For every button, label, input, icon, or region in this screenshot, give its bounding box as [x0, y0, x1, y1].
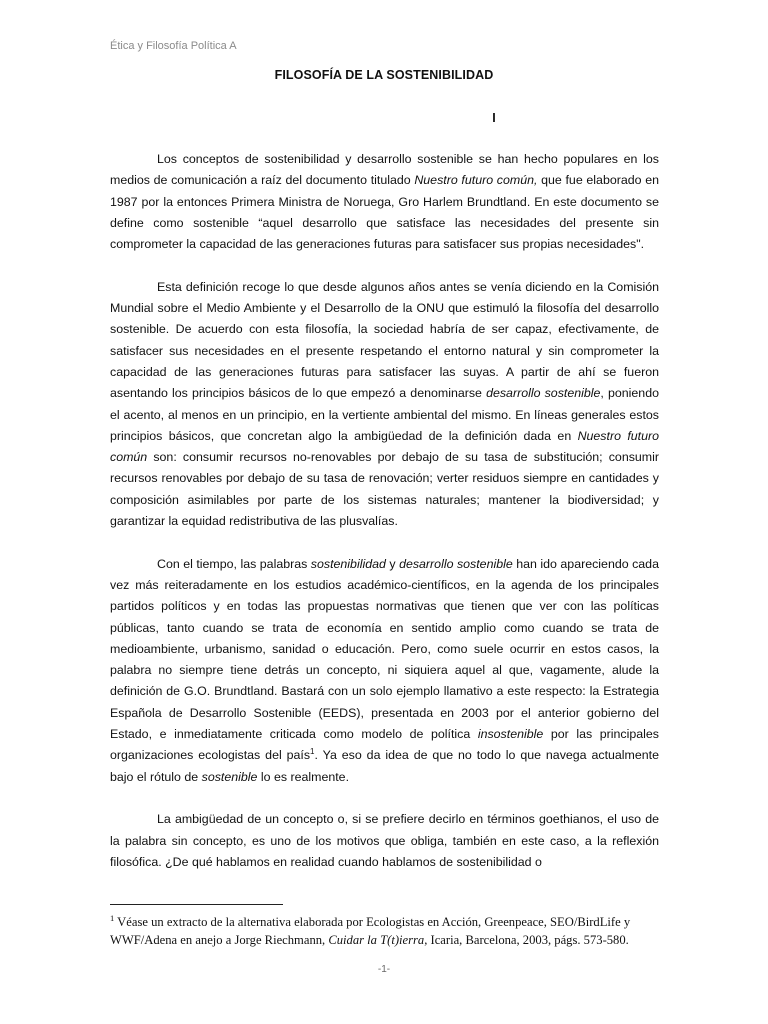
paragraph-text: son: consumir recursos no-renovables por debajo de su tasa de substitución; consumir recursos renovables por debajo de su tasa de renovación; verter residuos siempre en cantidades y composición asimilables por parte de los sistemas naturales; mantener la biodiversidad; y garantizar la equidad redistributiva de las plusvalías. — [110, 450, 659, 529]
paragraph-3 — [110, 554, 659, 788]
paragraph-text: Con el tiempo, las palabras — [157, 556, 311, 571]
paragraph-2 — [110, 277, 659, 533]
paragraph-text: han ido apareciendo cada vez más reiteradamente en los estudios académico-científicos, en la agenda de los principales partidos políticos y en todas las propuestas normativas que tienen que ver con las políticas públicas, tanto cuando se trata de economía en sentido amplio como cuando se trata de medioambiente, urbanismo, sanidad o educación. Pero, como suele ocurrir en estos casos, la palabra no siempre tiene detrás un concepto, ni siquiera aquel al que, vagamente, alude la definición de G.O. Brundtland. Bastará con un solo ejemplo llamativo a este respecto: la Estrategia Española de Desarrollo Sostenible (EEDS), presentada en 2003 por el anterior gobierno del Estado, e inmediatamente criticada como modelo de política — [110, 556, 659, 742]
paragraph-4 — [110, 809, 659, 873]
paragraph-text: lo es realmente. — [257, 769, 350, 784]
italic-text: Nuestro futuro común — [110, 428, 660, 465]
paragraph-text: , poniendo el acento, al menos en un principio, en la vertiente ambiental del mismo. En líneas generales estos principios básicos, que concretan algo la ambigüedad de la definición dada en — [110, 386, 659, 443]
footnote-reference[interactable]: 1 — [310, 747, 315, 757]
footnote-text: Véase un extracto de la alternativa elaborada por Ecologistas en Acción, Greenpeace, SEO/BirdLife y WWF/Adena en anejo a Jorge Riechmann, — [110, 915, 631, 948]
paragraph-text: La ambigüedad de un concepto o, si se prefiere decirlo en términos goethianos, el uso de la palabra sin concepto, es uno de los motivos que obliga, también en este caso, a la reflexión filosófica. ¿De qué hablamos en realidad cuando hablamos de sostenibilidad o — [110, 812, 659, 869]
paragraph-text: Esta definición recoge lo que desde algunos años antes se venía diciendo en la Comisión Mundial sobre el Medio Ambiente y el Desarrollo de la ONU que estimuló la filosofía del desarrollo sostenible. De acuerdo con esta filosofía, la sociedad habría de ser capaz, efectivamente, de satisfacer sus necesidades en el presente respetando el entorno natural y sin comprometer la capacidad de las generaciones futuras para satisfacer las suyas. A partir de ahí se fueron asentando los principios básicos de lo que empezó a denominarse — [110, 279, 659, 401]
italic-text: sostenible — [201, 769, 258, 784]
footnote-marker: 1 — [110, 913, 115, 923]
footnote-divider — [110, 904, 283, 905]
footnote-text: , Icaria, Barcelona, 2003, págs. 573-580. — [424, 933, 629, 948]
italic-text: insostenible — [477, 727, 544, 742]
document-title: FILOSOFÍA DE LA SOSTENIBILIDAD — [274, 68, 494, 82]
footnote-italic-title: Cuidar la T(t)ierra — [328, 933, 425, 948]
document-body — [110, 149, 659, 873]
section-heading — [0, 111, 768, 125]
running-header: Ética y Filosofía Política A — [110, 40, 237, 52]
paragraph-text: por las principales organizaciones ecologistas del país — [110, 727, 659, 763]
italic-text: desarrollo sostenible — [486, 386, 601, 401]
paragraph-1 — [110, 149, 659, 255]
italic-text: Nuestro futuro común, — [414, 173, 538, 188]
footnote — [110, 909, 670, 949]
paragraph-text: y — [385, 556, 400, 571]
italic-text: desarrollo sostenible — [399, 556, 513, 571]
page-number: -1- — [377, 964, 391, 975]
paragraph-text: . Ya eso da idea de que no todo lo que navega actualmente bajo el rótulo de — [110, 748, 659, 784]
paragraph-text: que fue elaborado en 1987 por la entonces Primera Ministra de Noruega, Gro Harlem Brundtland. En este documento se define como sostenible “aquel desarrollo que satisface las necesidades del presente sin comprometer la capacidad de las generaciones futuras para satisfacer sus propias necesidades". — [110, 173, 659, 252]
section-number: I — [492, 111, 496, 125]
paragraph-text: Los conceptos de sostenibilidad y desarrollo sostenible se han hecho populares en los medios de comunicación a raíz del documento titulado — [110, 152, 659, 188]
italic-text: sostenibilidad — [310, 556, 386, 571]
